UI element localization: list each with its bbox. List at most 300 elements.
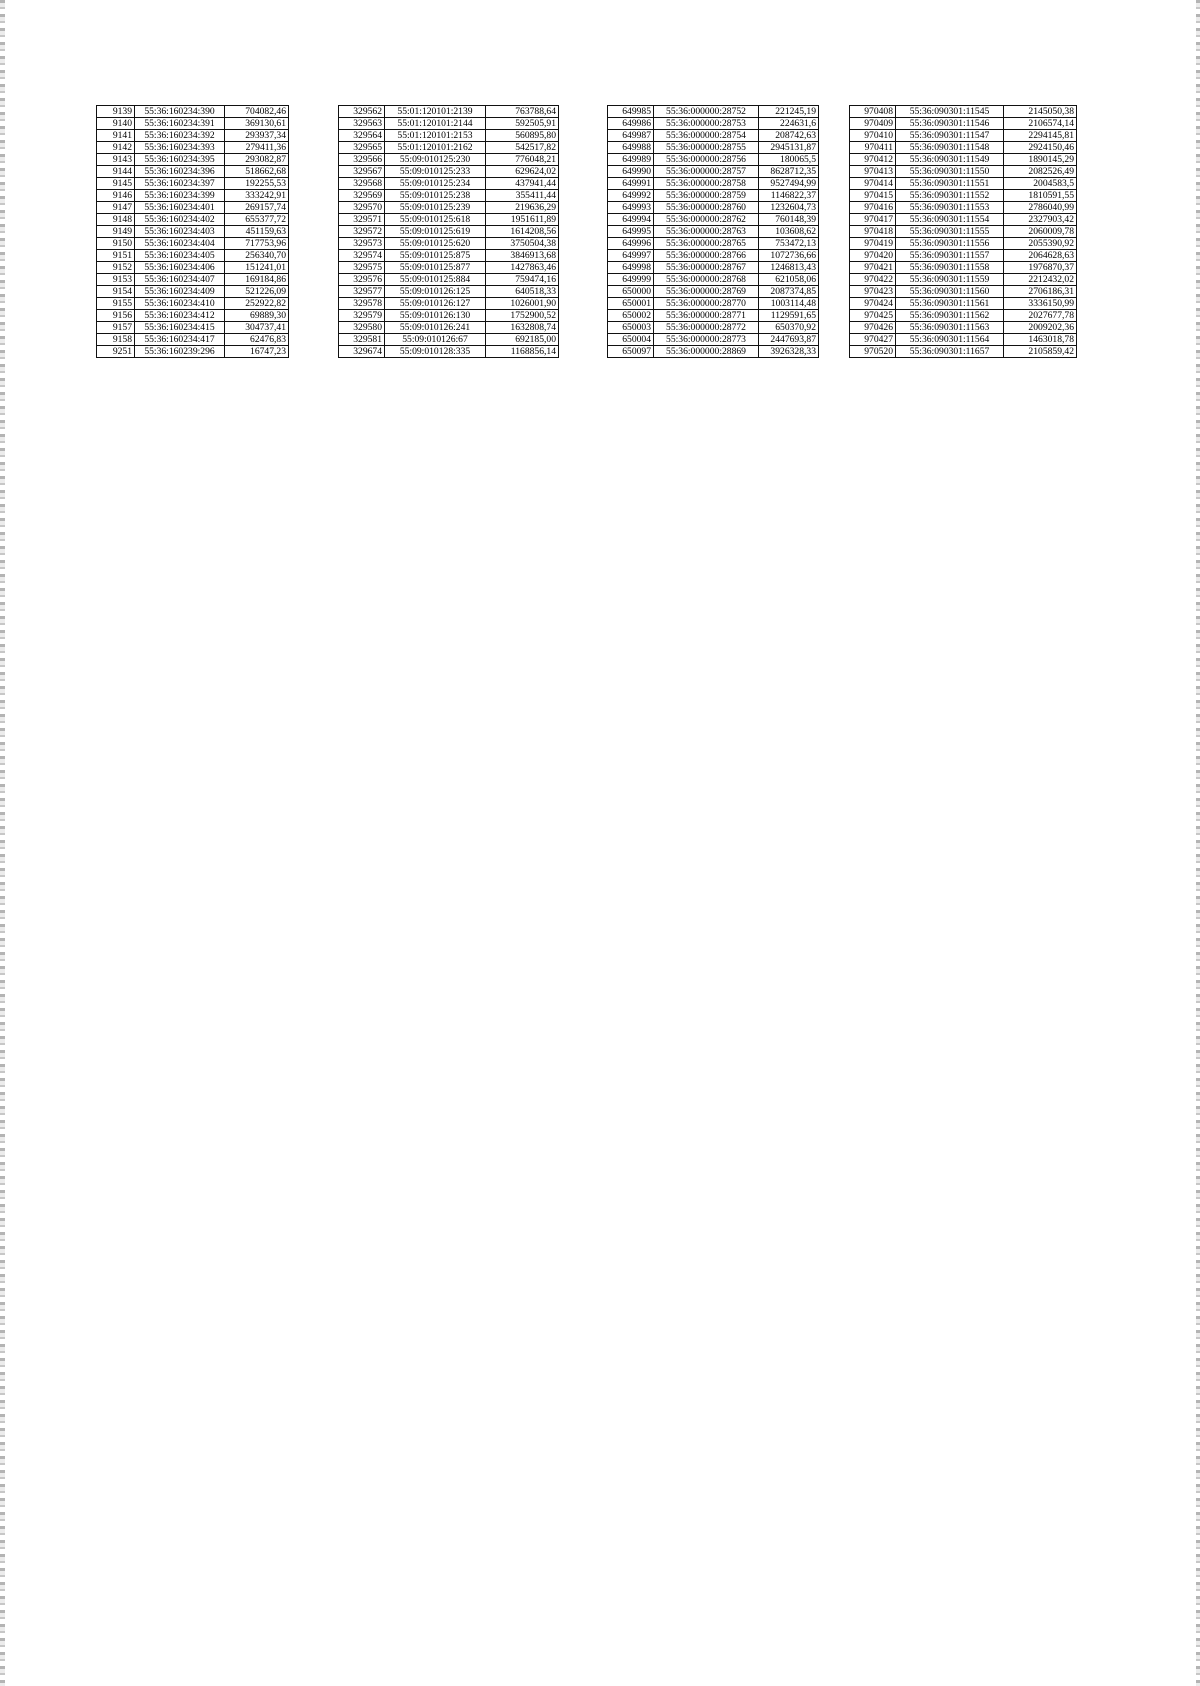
cadastral-number-cell: 55:09:010126:241: [385, 322, 486, 334]
cadastral-number-cell: 55:36:090301:11555: [896, 226, 1004, 238]
cadastral-number-cell: 55:36:000000:28869: [654, 346, 759, 358]
cadastral-value-cell: 1632808,74: [486, 322, 559, 334]
cadastral-number-cell: 55:09:010125:884: [385, 274, 486, 286]
row-number-cell: 329571: [339, 214, 385, 226]
cadastral-number-cell: 55:36:160234:396: [135, 166, 225, 178]
row-number-cell: 9148: [97, 214, 135, 226]
table-row: [339, 334, 559, 346]
cadastral-value-cell: 304737,41: [225, 322, 289, 334]
cadastral-number-cell: 55:36:000000:28768: [654, 274, 759, 286]
cadastral-number-cell: 55:36:160234:402: [135, 214, 225, 226]
row-number-cell: 9158: [97, 334, 135, 346]
cadastral-number-cell: 55:36:160234:393: [135, 142, 225, 154]
row-number-cell: 970425: [850, 310, 896, 322]
cadastral-value-cell: 219636,29: [486, 202, 559, 214]
cadastral-value-cell: 1427863,46: [486, 262, 559, 274]
table-row: [850, 310, 1077, 322]
row-number-cell: 9155: [97, 298, 135, 310]
cadastral-value-cell: 9527494,99: [759, 178, 819, 190]
cadastral-number-cell: 55:36:000000:28767: [654, 262, 759, 274]
row-number-cell: 9153: [97, 274, 135, 286]
cadastral-number-cell: 55:36:000000:28773: [654, 334, 759, 346]
cadastral-value-cell: 655377,72: [225, 214, 289, 226]
cadastral-number-cell: 55:36:160234:399: [135, 190, 225, 202]
cadastral-value-cell: 2087374,85: [759, 286, 819, 298]
table-row: [850, 130, 1077, 142]
cadastral-value-cell: 16747,23: [225, 346, 289, 358]
table-row: [608, 346, 819, 358]
cadastral-value-cell: 1072736,66: [759, 250, 819, 262]
table-row: [850, 322, 1077, 334]
cadastral-number-cell: 55:09:010125:619: [385, 226, 486, 238]
cadastral-number-cell: 55:36:090301:11560: [896, 286, 1004, 298]
cadastral-number-cell: 55:36:090301:11546: [896, 118, 1004, 130]
cadastral-number-cell: 55:36:090301:11563: [896, 322, 1004, 334]
table-row: [850, 142, 1077, 154]
table-row: [850, 214, 1077, 226]
cadastral-number-cell: 55:36:000000:28753: [654, 118, 759, 130]
cadastral-value-cell: 542517,82: [486, 142, 559, 154]
cadastral-value-cell: 3926328,33: [759, 346, 819, 358]
cadastral-number-cell: 55:36:090301:11657: [896, 346, 1004, 358]
cadastral-number-cell: 55:36:090301:11547: [896, 130, 1004, 142]
row-number-cell: 329674: [339, 346, 385, 358]
row-number-cell: 970410: [850, 130, 896, 142]
table-row: [97, 142, 289, 154]
table-body: [850, 106, 1077, 358]
row-number-cell: 970418: [850, 226, 896, 238]
table-row: [608, 226, 819, 238]
cadastral-number-cell: 55:09:010128:335: [385, 346, 486, 358]
row-number-cell: 9140: [97, 118, 135, 130]
table-row: [97, 130, 289, 142]
cadastral-value-cell: 2064628,63: [1004, 250, 1077, 262]
cadastral-value-cell: 2106574,14: [1004, 118, 1077, 130]
row-number-cell: 329566: [339, 154, 385, 166]
row-number-cell: 9139: [97, 106, 135, 118]
table-row: [339, 346, 559, 358]
cadastral-number-cell: 55:36:000000:28765: [654, 238, 759, 250]
cadastral-value-cell: 151241,01: [225, 262, 289, 274]
scan-edge-left: [0, 0, 5, 1686]
row-number-cell: 649994: [608, 214, 654, 226]
cadastral-value-cell: 224631,6: [759, 118, 819, 130]
table-row: [97, 250, 289, 262]
cadastral-value-cell: 1951611,89: [486, 214, 559, 226]
cadastral-value-cell: 169184,86: [225, 274, 289, 286]
row-number-cell: 970422: [850, 274, 896, 286]
table-row: [850, 298, 1077, 310]
cadastral-value-cell: 2212432,02: [1004, 274, 1077, 286]
cadastral-value-cell: 592505,91: [486, 118, 559, 130]
cadastral-number-cell: 55:09:010126:67: [385, 334, 486, 346]
table-row: [97, 226, 289, 238]
cadastral-value-cell: 1976870,37: [1004, 262, 1077, 274]
cadastral-value-cell: 1614208,56: [486, 226, 559, 238]
cadastral-value-cell: 1168856,14: [486, 346, 559, 358]
table-row: [97, 118, 289, 130]
row-number-cell: 9149: [97, 226, 135, 238]
registry-table-2: [338, 105, 559, 358]
table-body: [97, 106, 289, 358]
row-number-cell: 329568: [339, 178, 385, 190]
row-number-cell: 329578: [339, 298, 385, 310]
cadastral-value-cell: 333242,91: [225, 190, 289, 202]
table-row: [97, 190, 289, 202]
cadastral-value-cell: 759474,16: [486, 274, 559, 286]
table-row: [608, 298, 819, 310]
cadastral-value-cell: 2055390,92: [1004, 238, 1077, 250]
table-row: [97, 322, 289, 334]
table-row: [97, 214, 289, 226]
cadastral-value-cell: 650370,92: [759, 322, 819, 334]
cadastral-number-cell: 55:36:090301:11549: [896, 154, 1004, 166]
cadastral-number-cell: 55:36:160234:392: [135, 130, 225, 142]
row-number-cell: 970417: [850, 214, 896, 226]
table-row: [339, 166, 559, 178]
table-row: [97, 286, 289, 298]
row-number-cell: 9152: [97, 262, 135, 274]
table-row: [339, 286, 559, 298]
cadastral-value-cell: 692185,00: [486, 334, 559, 346]
row-number-cell: 649989: [608, 154, 654, 166]
row-number-cell: 970423: [850, 286, 896, 298]
cadastral-number-cell: 55:36:160234:405: [135, 250, 225, 262]
row-number-cell: 9144: [97, 166, 135, 178]
cadastral-value-cell: 2009202,36: [1004, 322, 1077, 334]
table-row: [850, 346, 1077, 358]
cadastral-number-cell: 55:36:160234:417: [135, 334, 225, 346]
row-number-cell: 329563: [339, 118, 385, 130]
cadastral-value-cell: 621058,06: [759, 274, 819, 286]
cadastral-value-cell: 208742,63: [759, 130, 819, 142]
row-number-cell: 649993: [608, 202, 654, 214]
cadastral-number-cell: 55:01:120101:2144: [385, 118, 486, 130]
table-row: [850, 238, 1077, 250]
table-row: [850, 262, 1077, 274]
cadastral-value-cell: 763788,64: [486, 106, 559, 118]
row-number-cell: 649985: [608, 106, 654, 118]
cadastral-value-cell: 2027677,78: [1004, 310, 1077, 322]
table-row: [97, 202, 289, 214]
cadastral-number-cell: 55:01:120101:2162: [385, 142, 486, 154]
row-number-cell: 970424: [850, 298, 896, 310]
table-row: [339, 142, 559, 154]
cadastral-value-cell: 2145050,38: [1004, 106, 1077, 118]
table-row: [608, 238, 819, 250]
row-number-cell: 329569: [339, 190, 385, 202]
cadastral-value-cell: 451159,63: [225, 226, 289, 238]
row-number-cell: 9157: [97, 322, 135, 334]
cadastral-value-cell: 3336150,99: [1004, 298, 1077, 310]
row-number-cell: 970419: [850, 238, 896, 250]
cadastral-number-cell: 55:36:090301:11545: [896, 106, 1004, 118]
row-number-cell: 329564: [339, 130, 385, 142]
row-number-cell: 9143: [97, 154, 135, 166]
table-row: [608, 154, 819, 166]
cadastral-value-cell: 180065,5: [759, 154, 819, 166]
row-number-cell: 970412: [850, 154, 896, 166]
row-number-cell: 970420: [850, 250, 896, 262]
row-number-cell: 649999: [608, 274, 654, 286]
cadastral-value-cell: 1246813,43: [759, 262, 819, 274]
table-row: [850, 178, 1077, 190]
cadastral-number-cell: 55:36:160234:415: [135, 322, 225, 334]
row-number-cell: 329573: [339, 238, 385, 250]
cadastral-number-cell: 55:01:120101:2153: [385, 130, 486, 142]
row-number-cell: 329575: [339, 262, 385, 274]
row-number-cell: 9251: [97, 346, 135, 358]
table-row: [97, 274, 289, 286]
row-number-cell: 650004: [608, 334, 654, 346]
cadastral-number-cell: 55:36:160234:409: [135, 286, 225, 298]
table-row: [97, 298, 289, 310]
cadastral-value-cell: 2327903,42: [1004, 214, 1077, 226]
row-number-cell: 9142: [97, 142, 135, 154]
row-number-cell: 649995: [608, 226, 654, 238]
cadastral-number-cell: 55:09:010125:238: [385, 190, 486, 202]
cadastral-value-cell: 3846913,68: [486, 250, 559, 262]
table-row: [850, 190, 1077, 202]
table-row: [608, 142, 819, 154]
cadastral-number-cell: 55:36:090301:11551: [896, 178, 1004, 190]
cadastral-number-cell: 55:36:090301:11558: [896, 262, 1004, 274]
cadastral-value-cell: 704082,46: [225, 106, 289, 118]
row-number-cell: 970411: [850, 142, 896, 154]
cadastral-number-cell: 55:09:010125:877: [385, 262, 486, 274]
cadastral-value-cell: 2447693,87: [759, 334, 819, 346]
cadastral-number-cell: 55:36:160234:406: [135, 262, 225, 274]
table-row: [339, 298, 559, 310]
cadastral-value-cell: 2060009,78: [1004, 226, 1077, 238]
cadastral-value-cell: 1026001,90: [486, 298, 559, 310]
row-number-cell: 329579: [339, 310, 385, 322]
table-row: [608, 166, 819, 178]
row-number-cell: 649996: [608, 238, 654, 250]
table-row: [339, 118, 559, 130]
cadastral-value-cell: 2786040,99: [1004, 202, 1077, 214]
row-number-cell: 329581: [339, 334, 385, 346]
cadastral-value-cell: 629624,02: [486, 166, 559, 178]
cadastral-number-cell: 55:36:000000:28770: [654, 298, 759, 310]
cadastral-number-cell: 55:36:160234:395: [135, 154, 225, 166]
table-row: [850, 202, 1077, 214]
cadastral-number-cell: 55:09:010125:620: [385, 238, 486, 250]
row-number-cell: 970421: [850, 262, 896, 274]
cadastral-number-cell: 55:36:000000:28760: [654, 202, 759, 214]
cadastral-value-cell: 2945131,87: [759, 142, 819, 154]
table-row: [608, 250, 819, 262]
registry-table-4: [849, 105, 1077, 358]
row-number-cell: 649998: [608, 262, 654, 274]
row-number-cell: 970427: [850, 334, 896, 346]
table-row: [608, 310, 819, 322]
table-row: [608, 190, 819, 202]
table-row: [608, 274, 819, 286]
table-row: [339, 178, 559, 190]
cadastral-number-cell: 55:09:010126:127: [385, 298, 486, 310]
row-number-cell: 649990: [608, 166, 654, 178]
row-number-cell: 970416: [850, 202, 896, 214]
cadastral-number-cell: 55:36:000000:28756: [654, 154, 759, 166]
cadastral-value-cell: 1003114,48: [759, 298, 819, 310]
row-number-cell: 970415: [850, 190, 896, 202]
cadastral-number-cell: 55:36:090301:11550: [896, 166, 1004, 178]
table-row: [339, 322, 559, 334]
row-number-cell: 649991: [608, 178, 654, 190]
cadastral-value-cell: 437941,44: [486, 178, 559, 190]
cadastral-value-cell: 760148,39: [759, 214, 819, 226]
row-number-cell: 9145: [97, 178, 135, 190]
cadastral-number-cell: 55:36:000000:28762: [654, 214, 759, 226]
row-number-cell: 329572: [339, 226, 385, 238]
cadastral-value-cell: 293937,34: [225, 130, 289, 142]
table-row: [339, 214, 559, 226]
cadastral-value-cell: 355411,44: [486, 190, 559, 202]
row-number-cell: 9141: [97, 130, 135, 142]
cadastral-number-cell: 55:36:160234:390: [135, 106, 225, 118]
row-number-cell: 650001: [608, 298, 654, 310]
row-number-cell: 329565: [339, 142, 385, 154]
table-row: [339, 238, 559, 250]
cadastral-value-cell: 221245,19: [759, 106, 819, 118]
cadastral-number-cell: 55:36:090301:11552: [896, 190, 1004, 202]
row-number-cell: 9146: [97, 190, 135, 202]
table-row: [608, 262, 819, 274]
table-row: [339, 310, 559, 322]
row-number-cell: 9151: [97, 250, 135, 262]
cadastral-value-cell: 2105859,42: [1004, 346, 1077, 358]
cadastral-value-cell: 252922,82: [225, 298, 289, 310]
table-row: [97, 166, 289, 178]
cadastral-value-cell: 776048,21: [486, 154, 559, 166]
cadastral-number-cell: 55:36:000000:28754: [654, 130, 759, 142]
cadastral-value-cell: 269157,74: [225, 202, 289, 214]
table-row: [608, 106, 819, 118]
table-row: [97, 262, 289, 274]
cadastral-value-cell: 1232604,73: [759, 202, 819, 214]
row-number-cell: 9147: [97, 202, 135, 214]
row-number-cell: 970426: [850, 322, 896, 334]
table-row: [97, 238, 289, 250]
cadastral-number-cell: 55:36:160234:404: [135, 238, 225, 250]
cadastral-number-cell: 55:36:000000:28769: [654, 286, 759, 298]
cadastral-number-cell: 55:36:000000:28757: [654, 166, 759, 178]
cadastral-number-cell: 55:36:090301:11562: [896, 310, 1004, 322]
cadastral-number-cell: 55:09:010125:239: [385, 202, 486, 214]
cadastral-number-cell: 55:09:010126:130: [385, 310, 486, 322]
row-number-cell: 970520: [850, 346, 896, 358]
cadastral-value-cell: 2004583,5: [1004, 178, 1077, 190]
table-row: [850, 250, 1077, 262]
table-row: [608, 118, 819, 130]
table-row: [339, 154, 559, 166]
registry-table-1: [96, 105, 289, 358]
table-row: [97, 346, 289, 358]
table-row: [850, 286, 1077, 298]
cadastral-value-cell: 1146822,37: [759, 190, 819, 202]
cadastral-number-cell: 55:36:090301:11548: [896, 142, 1004, 154]
table-row: [850, 226, 1077, 238]
row-number-cell: 329576: [339, 274, 385, 286]
cadastral-value-cell: 2082526,49: [1004, 166, 1077, 178]
cadastral-value-cell: 8628712,35: [759, 166, 819, 178]
row-number-cell: 649986: [608, 118, 654, 130]
registry-table-3: [607, 105, 819, 358]
row-number-cell: 649992: [608, 190, 654, 202]
cadastral-number-cell: 55:36:160234:412: [135, 310, 225, 322]
cadastral-number-cell: 55:36:090301:11561: [896, 298, 1004, 310]
cadastral-number-cell: 55:36:000000:28772: [654, 322, 759, 334]
table-row: [850, 274, 1077, 286]
scan-edge-right: [1196, 0, 1200, 1686]
cadastral-value-cell: 1129591,65: [759, 310, 819, 322]
table-row: [608, 178, 819, 190]
table-row: [97, 178, 289, 190]
table-row: [850, 166, 1077, 178]
cadastral-value-cell: 69889,30: [225, 310, 289, 322]
cadastral-number-cell: 55:09:010125:230: [385, 154, 486, 166]
table-row: [608, 322, 819, 334]
table-row: [339, 250, 559, 262]
row-number-cell: 329567: [339, 166, 385, 178]
cadastral-number-cell: 55:36:090301:11557: [896, 250, 1004, 262]
table-row: [339, 190, 559, 202]
row-number-cell: 9154: [97, 286, 135, 298]
table-row: [339, 226, 559, 238]
row-number-cell: 650097: [608, 346, 654, 358]
table-row: [339, 262, 559, 274]
cadastral-number-cell: 55:36:000000:28763: [654, 226, 759, 238]
row-number-cell: 9150: [97, 238, 135, 250]
cadastral-number-cell: 55:36:090301:11564: [896, 334, 1004, 346]
cadastral-value-cell: 256340,70: [225, 250, 289, 262]
cadastral-value-cell: 518662,68: [225, 166, 289, 178]
table-row: [608, 286, 819, 298]
cadastral-value-cell: 293082,87: [225, 154, 289, 166]
cadastral-value-cell: 279411,36: [225, 142, 289, 154]
row-number-cell: 650003: [608, 322, 654, 334]
cadastral-number-cell: 55:36:090301:11554: [896, 214, 1004, 226]
cadastral-number-cell: 55:09:010126:125: [385, 286, 486, 298]
cadastral-number-cell: 55:36:160234:407: [135, 274, 225, 286]
cadastral-number-cell: 55:36:160239:296: [135, 346, 225, 358]
row-number-cell: 649987: [608, 130, 654, 142]
cadastral-number-cell: 55:09:010125:618: [385, 214, 486, 226]
cadastral-value-cell: 3750504,38: [486, 238, 559, 250]
row-number-cell: 970408: [850, 106, 896, 118]
cadastral-value-cell: 717753,96: [225, 238, 289, 250]
cadastral-number-cell: 55:36:090301:11556: [896, 238, 1004, 250]
cadastral-value-cell: 560895,80: [486, 130, 559, 142]
cadastral-value-cell: 753472,13: [759, 238, 819, 250]
table-row: [339, 202, 559, 214]
table-row: [97, 334, 289, 346]
table-row: [608, 202, 819, 214]
row-number-cell: 650002: [608, 310, 654, 322]
table-row: [608, 130, 819, 142]
cadastral-number-cell: 55:36:160234:391: [135, 118, 225, 130]
cadastral-value-cell: 1463018,78: [1004, 334, 1077, 346]
row-number-cell: 329570: [339, 202, 385, 214]
cadastral-value-cell: 1752900,52: [486, 310, 559, 322]
table-row: [850, 106, 1077, 118]
cadastral-value-cell: 62476,83: [225, 334, 289, 346]
cadastral-value-cell: 521226,09: [225, 286, 289, 298]
cadastral-number-cell: 55:36:160234:403: [135, 226, 225, 238]
cadastral-number-cell: 55:36:000000:28771: [654, 310, 759, 322]
cadastral-value-cell: 1810591,55: [1004, 190, 1077, 202]
